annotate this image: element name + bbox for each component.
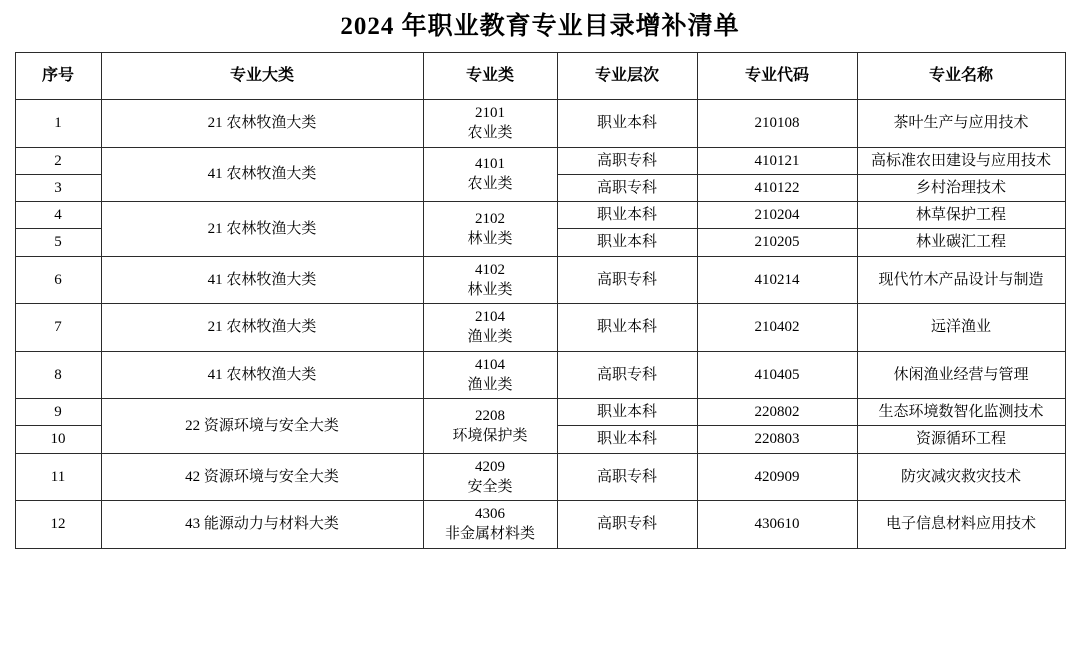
cell-code: 410121 [697,147,857,174]
cell-level: 高职专科 [557,453,697,501]
cell-code: 410122 [697,174,857,201]
column-header-name: 专业名称 [857,53,1065,100]
cell-name: 乡村治理技术 [857,174,1065,201]
cell-code: 220803 [697,426,857,453]
major-class-code: 2104 [475,309,505,325]
cell-name: 林业碳汇工程 [857,229,1065,256]
page-title: 2024 年职业教育专业目录增补清单 [340,13,740,40]
cell-code: 210108 [697,100,857,148]
cell-major-class [423,351,557,399]
column-header-major-class: 专业类 [423,53,557,100]
cell-major-class [423,202,557,257]
cell-major-group: 42 资源环境与安全大类 [101,453,423,501]
cell-major-class [423,399,557,454]
cell-code: 210205 [697,229,857,256]
cell-major-class [423,147,557,202]
column-header-major-group: 专业大类 [101,53,423,100]
cell-code: 420909 [697,453,857,501]
major-class-code: 4306 [475,506,505,522]
major-class-name: 环境保护类 [452,427,528,444]
cell-index: 1 [15,100,101,148]
cell-major-group: 21 农林牧渔大类 [101,100,423,148]
major-class-name: 安全类 [467,478,513,495]
cell-code: 410214 [697,256,857,304]
cell-code: 430610 [697,501,857,549]
major-class-name: 非金属材料类 [444,526,535,543]
cell-name: 资源循环工程 [857,426,1065,453]
cell-major-class [423,100,557,148]
major-class-name: 林业类 [467,281,513,298]
cell-major-class [423,256,557,304]
cell-name: 防灾减灾救灾技术 [857,453,1065,501]
cell-level: 职业本科 [557,202,697,229]
major-class-code: 4101 [475,156,505,172]
major-class-name: 农业类 [467,176,513,193]
cell-index: 4 [15,202,101,229]
cell-name: 远洋渔业 [857,304,1065,352]
cell-index: 2 [15,147,101,174]
column-header-level: 专业层次 [557,53,697,100]
cell-level: 高职专科 [557,351,697,399]
cell-major-group: 22 资源环境与安全大类 [101,399,423,454]
major-class-name: 渔业类 [467,376,513,393]
cell-level: 高职专科 [557,174,697,201]
major-class-name: 林业类 [467,230,513,247]
cell-major-group: 43 能源动力与材料大类 [101,501,423,549]
column-header-code: 专业代码 [697,53,857,100]
cell-index: 9 [15,399,101,426]
cell-code: 210204 [697,202,857,229]
major-class-code: 2101 [475,105,505,121]
cell-index: 10 [15,426,101,453]
table-row [15,501,1065,549]
cell-major-group: 41 农林牧渔大类 [101,256,423,304]
major-class-code: 4102 [475,261,505,278]
major-class-name: 农业类 [467,125,513,142]
cell-level: 职业本科 [557,304,697,352]
table-row [15,351,1065,399]
table-header [15,53,1065,100]
table-row [15,453,1065,501]
major-class-name: 渔业类 [467,329,513,346]
major-class-code: 4104 [475,356,505,373]
cell-index: 7 [15,304,101,352]
cell-level: 高职专科 [557,147,697,174]
cell-level: 高职专科 [557,256,697,304]
cell-code: 220802 [697,399,857,426]
cell-name: 林草保护工程 [857,202,1065,229]
cell-major-class [423,453,557,501]
table-row [15,147,1065,174]
cell-code: 410405 [697,351,857,399]
cell-index: 6 [15,256,101,304]
cell-major-group: 41 农林牧渔大类 [101,147,423,202]
cell-name: 休闲渔业经营与管理 [857,351,1065,399]
cell-index: 3 [15,174,101,201]
cell-index: 8 [15,351,101,399]
table-body [15,100,1065,549]
cell-major-class [423,304,557,352]
table-row [15,202,1065,229]
cell-code: 210402 [697,304,857,352]
cell-major-group: 21 农林牧渔大类 [101,304,423,352]
table-row [15,399,1065,426]
major-class-code: 2102 [475,210,505,227]
cell-name: 现代竹木产品设计与制造 [857,256,1065,304]
cell-major-group: 41 农林牧渔大类 [101,351,423,399]
cell-level: 职业本科 [557,399,697,426]
cell-level: 职业本科 [557,426,697,453]
supplementary-catalog-table [15,52,1066,549]
cell-level: 高职专科 [557,501,697,549]
cell-name: 生态环境数智化监测技术 [857,399,1065,426]
cell-name: 电子信息材料应用技术 [857,501,1065,549]
table-row [15,256,1065,304]
cell-level: 职业本科 [557,229,697,256]
major-class-code: 2208 [475,407,505,424]
cell-major-group: 21 农林牧渔大类 [101,202,423,257]
column-header-index: 序号 [15,53,101,100]
table-row [15,100,1065,148]
cell-major-class [423,501,557,549]
cell-name: 茶叶生产与应用技术 [857,100,1065,148]
cell-name: 高标准农田建设与应用技术 [857,147,1065,174]
cell-index: 5 [15,229,101,256]
major-class-code: 4209 [475,458,505,475]
table-header-row [15,53,1065,100]
table-row [15,304,1065,352]
cell-level: 职业本科 [557,100,697,148]
cell-index: 11 [15,453,101,501]
cell-index: 12 [15,501,101,549]
